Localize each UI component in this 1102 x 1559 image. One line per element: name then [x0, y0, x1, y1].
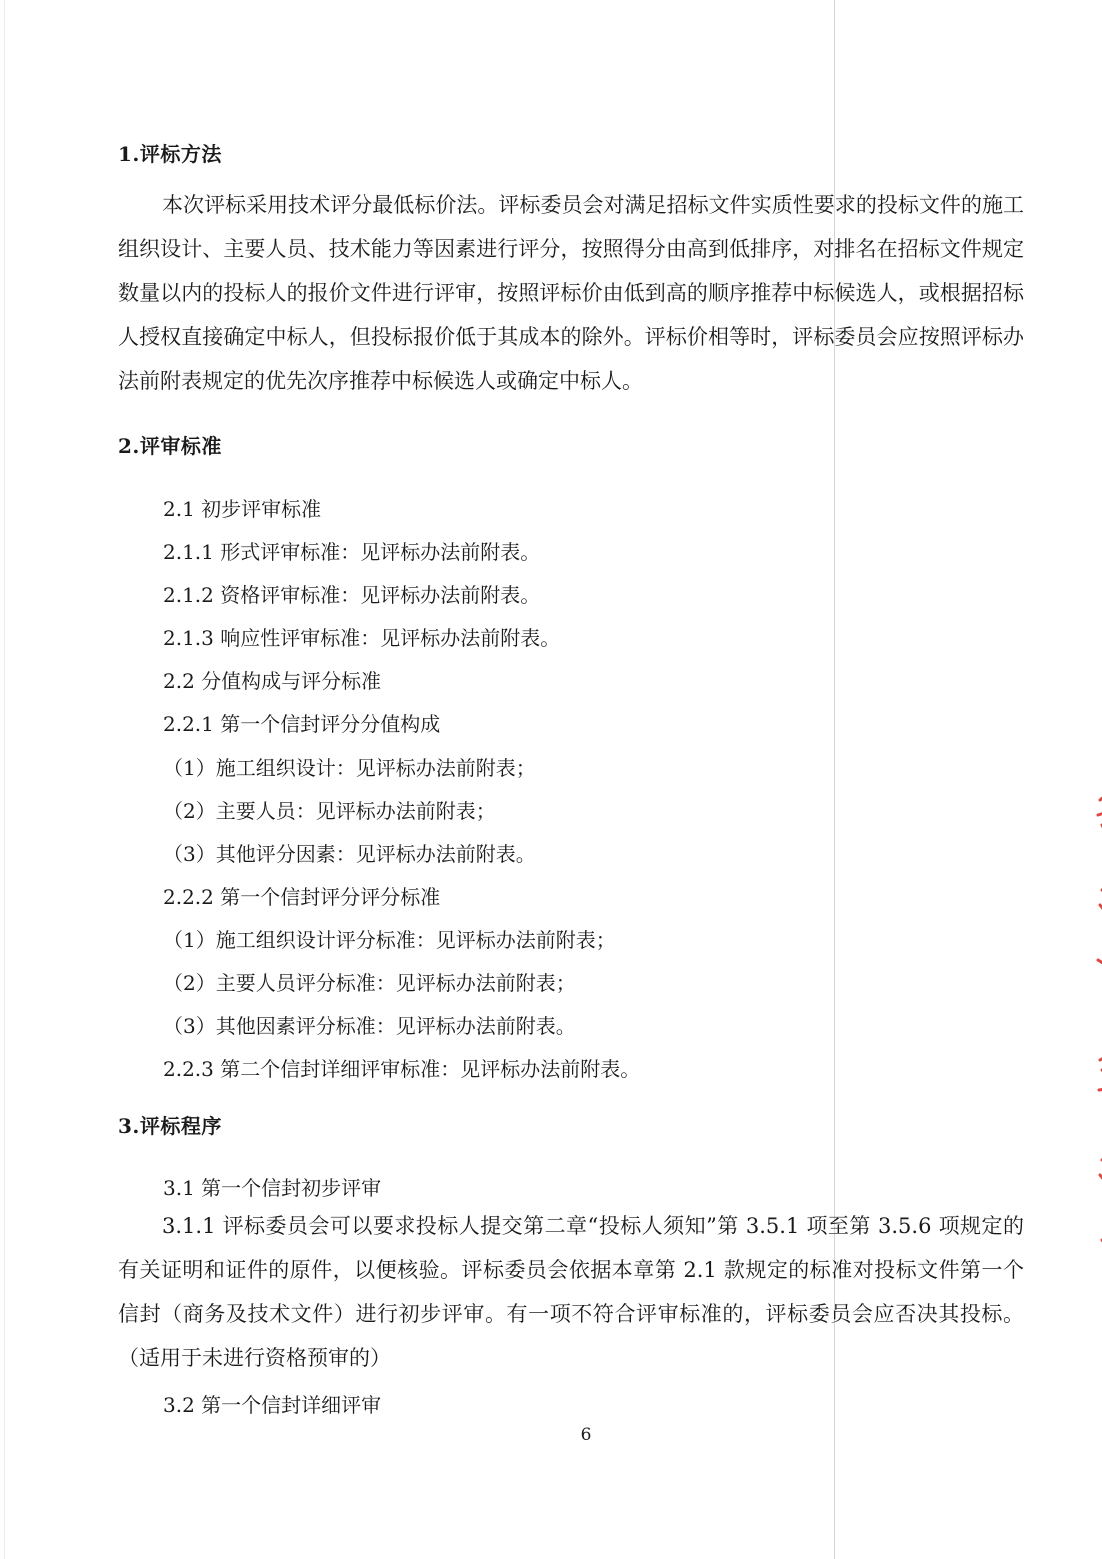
red-seal-stamp — [1090, 770, 1102, 1290]
item-2-2-3: 2.2.3 第二个信封详细评审标准：见评标办法前附表。 — [163, 1057, 641, 1081]
sub-3-1: 3.1 第一个信封初步评审 — [163, 1176, 382, 1200]
list-item: （2）主要人员：见评标办法前附表； — [163, 799, 496, 823]
item-2-2-2: 2.2.2 第一个信封评分评分标准 — [163, 885, 441, 909]
item-2-1-2: 2.1.2 资格评审标准：见评标办法前附表。 — [163, 583, 541, 607]
item-2-2-1: 2.2.1 第一个信封评分分值构成 — [163, 712, 441, 736]
section-3-paragraph: 3.1.1 评标委员会可以要求投标人提交第二章“投标人须知”第 3.5.1 项至第 3.5.6 项规定的有关证明和证件的原件，以便核验。评标委员会依据本章第 2.1 款规定的标准对投标文件第一个信封（商务及技术文件）进行初步评审。有一项不符合评审标准的，评标委员会应否决其投标。（适用于未进行资格预审的） — [118, 1214, 1024, 1370]
sub-2-1: 2.1 初步评审标准 — [163, 497, 322, 521]
section-1-paragraph: 本次评标采用技术评分最低标价法。评标委员会对满足招标文件实质性要求的投标文件的施工组织设计、主要人员、技术能力等因素进行评分，按照得分由高到低排序，对排名在招标文件规定数量以内的投标人的报价文件进行评审，按照评标价由低到高的顺序推荐中标候选人，或根据招标人授权直接确定中标人，但投标报价低于其成本的除外。评标价相等时，评标委员会应按照评标办法前附表规定的优先次序推荐中标候选人或确定中标人。 — [118, 193, 1024, 393]
sub-2-2: 2.2 分值构成与评分标准 — [163, 669, 382, 693]
list-item: （3）其他评分因素：见评标办法前附表。 — [163, 842, 536, 866]
list-item: （3）其他因素评分标准：见评标办法前附表。 — [163, 1014, 576, 1038]
section-2-heading: 2.评审标准 — [118, 434, 222, 458]
list-item: （1）施工组织设计：见评标办法前附表； — [163, 756, 536, 780]
item-2-1-1: 2.1.1 形式评审标准：见评标办法前附表。 — [163, 540, 541, 564]
list-item: （2）主要人员评分标准：见评标办法前附表； — [163, 971, 576, 995]
list-item: （1）施工组织设计评分标准：见评标办法前附表； — [163, 928, 616, 952]
section-3-heading: 3.评标程序 — [118, 1114, 222, 1138]
scan-edge-line — [4, 0, 5, 1559]
page-number: 6 — [580, 1425, 592, 1445]
sub-3-2: 3.2 第一个信封详细评审 — [163, 1393, 382, 1417]
section-1-heading: 1.评标方法 — [118, 142, 222, 166]
item-2-1-3: 2.1.3 响应性评审标准：见评标办法前附表。 — [163, 626, 561, 650]
